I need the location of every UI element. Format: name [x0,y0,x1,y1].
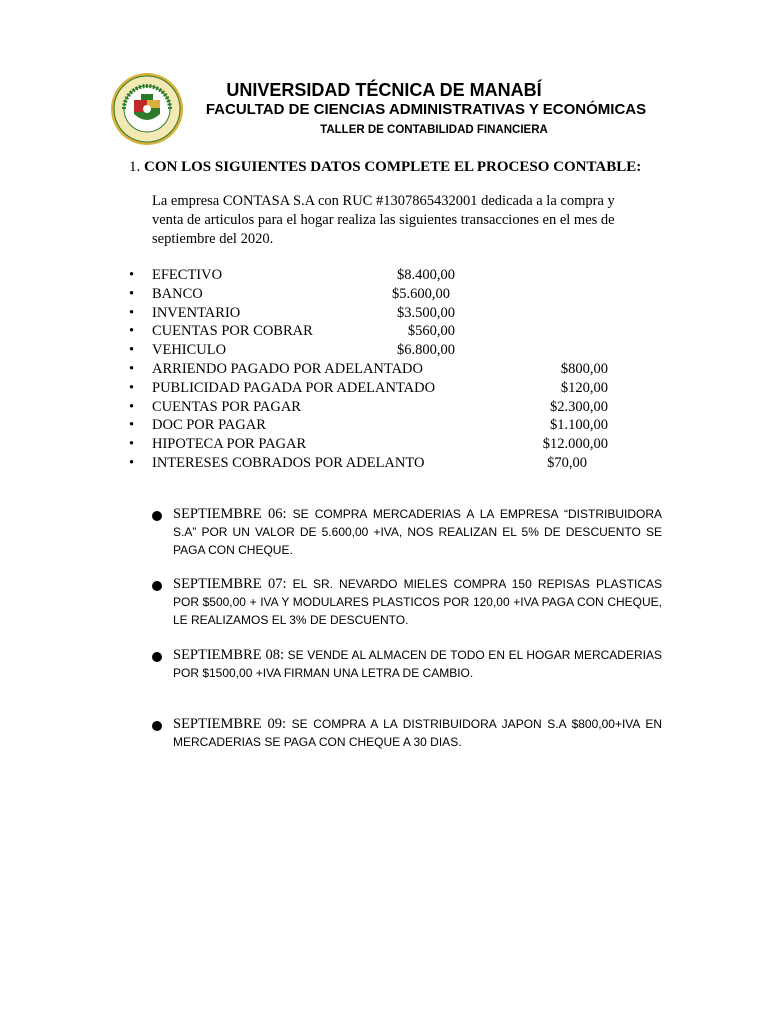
question-title: CON LOS SIGUIENTES DATOS COMPLETE EL PROCESO CONTABLE: [144,159,642,175]
transaction-date: SEPTIEMBRE 06: [173,506,287,522]
list-item [129,398,629,417]
account-label: INVENTARIO [152,304,241,321]
transaction-text: SE COMPRA MERCADERIAS A LA EMPRESA “DISTRIBUIDORA S.A” POR UN VALOR DE 5.600,00 +IVA, NOS REALIZAN EL 5% DE DESCUENTO SE PAGA CON CHEQUE. [173,507,662,557]
bullet-icon: • [129,342,135,359]
bullet-icon: • [129,379,135,396]
transaction-item [152,715,662,751]
bullet-icon: • [129,285,135,302]
account-label: EFECTIVO [152,267,223,283]
question-number: 1. [129,159,141,175]
list-item [129,266,629,285]
list-item [129,416,629,435]
account-label: HIPOTECA POR PAGAR [152,436,307,453]
bullet-icon: • [129,360,135,377]
bullet-icon [152,581,162,591]
account-label: DOC POR PAGAR [152,417,266,434]
transaction-date: SEPTIEMBRE 07: [173,576,287,592]
bullet-icon [152,511,162,521]
list-item [129,304,629,323]
account-label: CUENTAS POR COBRAR [152,323,313,340]
question-heading [129,159,641,176]
list-item [129,322,629,341]
intro-paragraph: La empresa CONTASA S.A con RUC #1307865432001 dedicada a la compra y venta de articulos para el hogar realiza las siguientes transacciones en el mes de septiembre del 2020. [152,193,615,247]
account-amount: $6.800,00 [397,342,455,359]
course-title: TALLER DE CONTABILIDAD FINANCIERA [320,124,548,136]
bullet-icon [152,721,162,731]
account-label: PUBLICIDAD PAGADA POR ADELANTADO [152,379,436,396]
account-amount: $1.100,00 [550,417,608,434]
account-amount: $800,00 [560,360,608,377]
bullet-icon: • [129,267,135,283]
account-label: CUENTAS POR PAGAR [152,398,301,415]
transaction-text: EL SR. NEVARDO MIELES COMPRA 150 REPISAS PLASTICAS POR $500,00 + IVA Y MODULARES PLASTICOS POR 120,00 +IVA PAGA CON CHEQUE, LE REALIZAMOS EL 3% DE DESCUENTO. [173,577,662,627]
bullet-icon: • [129,398,135,415]
account-amount: $2.300,00 [550,398,608,415]
transaction-date: SEPTIEMBRE 08: [173,647,285,663]
transaction-text: SE COMPRA A LA DISTRIBUIDORA JAPON S.A $800,00+IVA EN MERCADERIAS SE PAGA CON CHEQUE A 30 DIAS. [173,717,663,749]
account-label: INTERESES COBRADOS POR ADELANTO [152,454,425,471]
bullet-icon: • [129,304,135,321]
list-item [129,341,629,360]
transaction-date: SEPTIEMBRE 09: [173,716,287,732]
account-label: ARRIENDO PAGADO POR ADELANTADO [152,360,423,377]
account-amount: $3.500,00 [397,304,455,321]
account-amount: $12.000,00 [542,436,608,453]
account-amount: $70,00 [547,454,587,471]
transaction-item [152,505,662,559]
list-item [129,454,629,473]
list-item [129,435,629,454]
account-amount: $5.600,00 [392,285,450,302]
list-item [129,360,629,379]
bullet-icon [152,652,162,662]
list-item [129,379,629,398]
list-item [129,285,629,304]
bullet-icon: • [129,323,135,340]
bullet-icon: • [129,417,135,434]
bullet-icon: • [129,436,135,453]
bullet-icon: • [129,454,135,471]
transaction-item [152,646,662,682]
account-list [129,266,629,473]
account-amount: $120,00 [560,379,608,396]
transaction-text: SE VENDE AL ALMACEN DE TODO EN EL HOGAR MERCADERIAS POR $1500,00 +IVA FIRMAN UNA LETRA DE CAMBIO. [173,648,662,680]
account-label: BANCO [152,285,203,302]
university-title: UNIVERSIDAD TÉCNICA DE MANABÍ [226,80,542,100]
account-amount: $8.400,00 [397,267,455,283]
transaction-item [152,575,662,629]
faculty-title: FACULTAD DE CIENCIAS ADMINISTRATIVAS Y ECONÓMICAS [205,101,647,118]
account-label: VEHICULO [152,342,227,359]
account-amount: $560,00 [407,323,455,340]
